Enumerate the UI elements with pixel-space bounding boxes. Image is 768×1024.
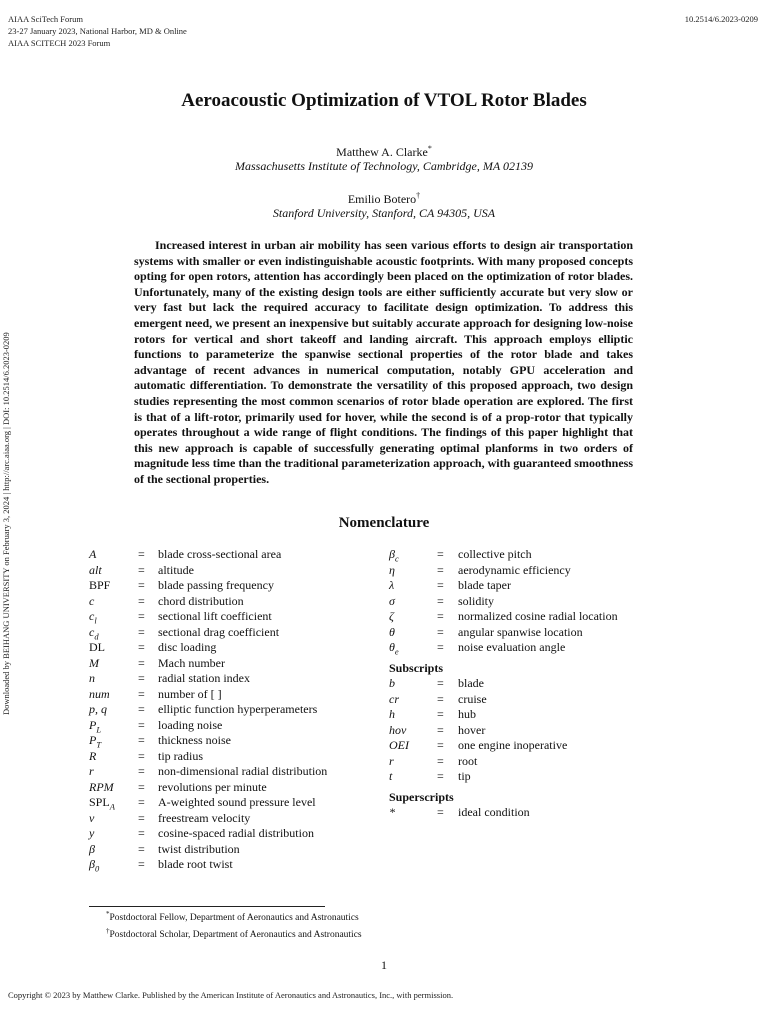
nomenclature-row xyxy=(89,811,379,827)
nomenclature-symbol xyxy=(89,578,110,594)
symbol-base: ζ xyxy=(389,609,394,623)
symbol-base: p, q xyxy=(89,702,107,716)
nomenclature-definition: cruise xyxy=(458,691,487,706)
nomenclature-row xyxy=(389,738,689,754)
nomenclature-equals: = xyxy=(437,722,444,737)
subscripts-heading: Subscripts xyxy=(389,660,444,675)
nomenclature-row xyxy=(89,718,379,734)
nomenclature-left-column xyxy=(89,547,379,873)
symbol-base: r xyxy=(389,753,394,768)
nomenclature-symbol xyxy=(389,578,394,594)
nomenclature-symbol xyxy=(389,692,399,708)
nomenclature-row xyxy=(89,609,379,625)
nomenclature-symbol xyxy=(89,563,102,579)
nomenclature-equals: = xyxy=(437,753,444,768)
nomenclature-definition: normalized cosine radial location xyxy=(458,609,618,623)
nomenclature-symbol xyxy=(89,811,94,827)
symbol-base: SPL xyxy=(89,795,110,809)
nomenclature-definition: ideal condition xyxy=(458,805,530,819)
footnote-text: Postdoctoral Scholar, Department of Aeronautics and Astronautics xyxy=(109,929,362,940)
symbol-base: hov xyxy=(389,722,407,737)
symbol-subscript: A xyxy=(109,801,115,812)
nomenclature-definition: thickness noise xyxy=(158,733,231,747)
symbol-base: P xyxy=(89,733,97,747)
nomenclature-definition: blade xyxy=(458,676,484,690)
nomenclature-row xyxy=(89,733,379,749)
nomenclature-symbol xyxy=(389,738,409,754)
nomenclature-equals: = xyxy=(437,691,444,706)
author-2 xyxy=(0,191,768,207)
affiliation-2: Stanford University, Stanford, CA 94305, USA xyxy=(272,206,496,220)
nomenclature-equals: = xyxy=(138,717,145,732)
author-mark: † xyxy=(416,191,421,200)
nomenclature-definition: A-weighted sound pressure level xyxy=(158,795,316,809)
symbol-base: P xyxy=(89,717,97,732)
nomenclature-symbol xyxy=(89,702,107,718)
nomenclature-symbol xyxy=(89,547,96,563)
nomenclature-row xyxy=(389,805,689,821)
nomenclature-row xyxy=(89,563,379,579)
symbol-base: β xyxy=(89,857,95,871)
symbol-base: t xyxy=(389,769,393,783)
nomenclature-symbol xyxy=(89,842,95,858)
nomenclature-row xyxy=(89,625,379,641)
nomenclature-definition: hub xyxy=(458,707,476,721)
symbol-base: θ xyxy=(389,624,395,639)
nomenclature-definition: noise evaluation angle xyxy=(458,640,566,654)
nomenclature-row xyxy=(89,656,379,672)
nomenclature-definition: radial station index xyxy=(158,671,250,685)
footnote-1 xyxy=(106,908,362,925)
nomenclature-definition: disc loading xyxy=(158,640,217,654)
copyright-notice: Copyright © 2023 by Matthew Clarke. Published by the American Institute of Aeronautics and Astronautics, Inc., with permission. xyxy=(8,990,454,1000)
nomenclature-definition: chord distribution xyxy=(158,593,244,608)
nomenclature-equals: = xyxy=(138,671,145,685)
nomenclature-symbol xyxy=(389,676,395,692)
nomenclature-row xyxy=(389,609,689,625)
symbol-base: R xyxy=(89,748,97,763)
nomenclature-equals: = xyxy=(437,547,444,561)
symbol-base: c xyxy=(89,609,95,623)
nomenclature-definition: hover xyxy=(458,722,486,737)
nomenclature-row xyxy=(389,640,689,656)
footnotes xyxy=(106,908,362,941)
nomenclature-symbol xyxy=(389,640,399,660)
nomenclature-row xyxy=(389,723,689,739)
nomenclature-equals: = xyxy=(437,676,444,690)
nomenclature-equals: = xyxy=(437,562,444,577)
abstract: Increased interest in urban air mobility has seen various efforts to design air transportation systems with smaller or even indistinguishable acoustic footprints. With many proposed concepts opting for open rotors, attention has accordingly been placed on the optimization of rotor blades. Unfortunately, many of the existing design tools are either sufficiently accurate but very slow or very fast but lack the required accuracy to facilitate design optimization. To address this emergent need, we present an inexpensive but suitably accurate approach for designing low-noise rotors for vertical and short takeoff and landing aircraft. This approach employs elliptic functions to parameterize the spanwise sectional properties of the rotor blade and takes advantage of recent advances in numerical computation, notably GPU acceleration and automatic differentiation. To demonstrate the versatility of this proposed approach, two design studies representing the most common scenarios of rotor blade operation are explored. The first is that of a lift-rotor, primarily used for hover, while the second is of a prop-rotor that typically operates throughout a wide range of flight conditions. The findings of this paper highlight that this new approach is capable of successfully generating optimal planforms in two orders of magnitude less time than the traditional parameterization approach, with guaranteed smoothness of the sectional properties. xyxy=(134,238,633,486)
nomenclature-equals: = xyxy=(437,593,444,608)
nomenclature-symbol xyxy=(389,769,392,785)
nomenclature-row xyxy=(89,764,379,780)
symbol-base: * xyxy=(389,805,395,819)
nomenclature-symbol xyxy=(389,594,395,610)
nomenclature-equals: = xyxy=(437,738,444,752)
nomenclature-row xyxy=(389,625,689,641)
nomenclature-symbol xyxy=(389,707,395,723)
nomenclature-symbol xyxy=(89,764,94,780)
nomenclature-row xyxy=(389,692,689,708)
nomenclature-equals: = xyxy=(138,841,145,856)
symbol-subscript: 0 xyxy=(94,863,100,874)
nomenclature-equals: = xyxy=(138,578,145,592)
download-watermark: Downloaded by BEIHANG UNIVERSITY on February 3, 2024 | http://arc.aiaa.org | DOI: 10.2514/6.2023-0209 xyxy=(1,332,11,715)
nomenclature-symbol xyxy=(389,625,395,641)
symbol-base: λ xyxy=(389,578,395,592)
symbol-subscript: e xyxy=(394,646,399,657)
symbol-base: RPM xyxy=(89,779,114,794)
nomenclature-definition: tip radius xyxy=(158,748,203,763)
nomenclature-equals: = xyxy=(437,805,444,819)
symbol-subscript: T xyxy=(96,739,102,750)
nomenclature-definition: number of [ ] xyxy=(158,686,222,701)
nomenclature-symbol xyxy=(89,594,94,610)
nomenclature-symbol xyxy=(389,805,395,821)
nomenclature-row xyxy=(389,563,689,579)
symbol-base: alt xyxy=(89,562,102,577)
nomenclature-definition: loading noise xyxy=(158,717,223,732)
nomenclature-definition: collective pitch xyxy=(458,547,532,561)
author-name: Matthew A. Clarke xyxy=(336,145,428,159)
nomenclature-definition: angular spanwise location xyxy=(458,624,583,639)
conference-series: AIAA SCITECH 2023 Forum xyxy=(8,38,111,48)
nomenclature-row xyxy=(89,640,379,656)
nomenclature-row xyxy=(89,671,379,687)
affiliation-1: Massachusetts Institute of Technology, Cambridge, MA 02139 xyxy=(235,159,533,173)
symbol-subscript: c xyxy=(394,553,399,564)
nomenclature-symbol xyxy=(389,563,395,579)
nomenclature-row xyxy=(389,754,689,770)
symbol-base: BPF xyxy=(89,578,111,592)
nomenclature-equals: = xyxy=(138,609,145,623)
nomenclature-definition: altitude xyxy=(158,562,194,577)
nomenclature-row xyxy=(89,749,379,765)
nomenclature-row xyxy=(89,547,379,563)
nomenclature-definition: sectional lift coefficient xyxy=(158,609,272,623)
symbol-base: OEI xyxy=(389,738,409,752)
footnote-mark: † xyxy=(106,926,110,935)
symbol-base: v xyxy=(89,810,95,825)
footnote-rule xyxy=(89,906,325,907)
nomenclature-row xyxy=(389,578,689,594)
nomenclature-symbol xyxy=(389,754,394,770)
symbol-base: n xyxy=(89,671,95,685)
symbol-base: num xyxy=(89,686,110,701)
nomenclature-definition: non-dimensional radial distribution xyxy=(158,764,328,778)
nomenclature-equals: = xyxy=(138,624,145,639)
author-1 xyxy=(0,144,768,160)
symbol-base: β xyxy=(389,547,395,561)
nomenclature-symbol xyxy=(389,609,394,625)
symbol-base: r xyxy=(89,764,94,778)
nomenclature-equals: = xyxy=(138,562,145,577)
symbol-base: b xyxy=(389,676,395,690)
nomenclature-row xyxy=(389,676,689,692)
symbol-base: c xyxy=(89,624,95,639)
nomenclature-equals: = xyxy=(138,655,145,670)
symbol-base: A xyxy=(89,547,97,561)
symbol-base: cr xyxy=(389,691,399,706)
nomenclature-definition: revolutions per minute xyxy=(158,779,267,794)
symbol-base: M xyxy=(89,655,99,670)
nomenclature-definition: aerodynamic efficiency xyxy=(458,562,571,577)
nomenclature-row xyxy=(89,842,379,858)
nomenclature-row xyxy=(389,769,689,785)
footnote-mark: * xyxy=(106,910,110,918)
nomenclature-definition: one engine inoperative xyxy=(458,738,568,752)
nomenclature-row xyxy=(89,857,379,873)
nomenclature-equals: = xyxy=(138,810,145,825)
author-name: Emilio Botero xyxy=(347,192,417,206)
nomenclature-equals: = xyxy=(138,748,145,763)
symbol-base: η xyxy=(389,562,395,577)
nomenclature-symbol xyxy=(389,723,406,739)
nomenclature-definition: solidity xyxy=(458,593,495,608)
nomenclature-symbol xyxy=(89,826,94,842)
nomenclature-equals: = xyxy=(138,547,145,561)
footnote-2 xyxy=(106,925,362,942)
nomenclature-equals: = xyxy=(437,624,444,639)
nomenclature-equals: = xyxy=(437,578,444,592)
nomenclature-row xyxy=(89,780,379,796)
nomenclature-definition: blade passing frequency xyxy=(158,578,274,592)
symbol-subscript: d xyxy=(94,630,99,641)
footnote-text: Postdoctoral Fellow, Department of Aeronautics and Astronautics xyxy=(109,913,359,924)
nomenclature-equals: = xyxy=(138,733,145,747)
nomenclature-definition: freestream velocity xyxy=(158,810,251,825)
nomenclature-definition: cosine-spaced radial distribution xyxy=(158,826,314,840)
nomenclature-definition: root xyxy=(458,753,478,768)
author-mark: * xyxy=(427,144,432,153)
nomenclature-equals: = xyxy=(138,826,145,840)
symbol-subscript: L xyxy=(96,723,102,734)
nomenclature-row xyxy=(89,795,379,811)
nomenclature-symbol xyxy=(89,671,95,687)
nomenclature-symbol xyxy=(89,656,99,672)
nomenclature-definition: sectional drag coefficient xyxy=(158,624,280,639)
nomenclature-equals: = xyxy=(138,764,145,778)
symbol-base: β xyxy=(89,841,95,856)
nomenclature-definition: elliptic function hyperperameters xyxy=(158,702,318,716)
nomenclature-equals: = xyxy=(138,593,145,608)
nomenclature-symbol xyxy=(89,640,105,656)
nomenclature-definition: tip xyxy=(458,769,471,783)
nomenclature-row xyxy=(89,687,379,703)
nomenclature-symbol xyxy=(89,857,99,877)
nomenclature-equals: = xyxy=(138,702,145,716)
conference-name: AIAA SciTech Forum xyxy=(8,14,83,24)
nomenclature-equals: = xyxy=(138,686,145,701)
nomenclature-row xyxy=(89,702,379,718)
conference-dates: 23-27 January 2023, National Harbor, MD & Online xyxy=(8,26,187,36)
nomenclature-equals: = xyxy=(138,640,145,654)
nomenclature-equals: = xyxy=(437,707,444,721)
symbol-base: θ xyxy=(389,640,395,654)
nomenclature-heading: Nomenclature xyxy=(338,515,430,531)
nomenclature-symbol xyxy=(89,749,96,765)
nomenclature-equals: = xyxy=(437,769,444,783)
nomenclature-equals: = xyxy=(138,795,145,809)
nomenclature-definition: twist distribution xyxy=(158,841,240,856)
conference-header xyxy=(8,13,187,49)
nomenclature-definition: Mach number xyxy=(158,655,225,670)
symbol-base: h xyxy=(389,707,395,721)
symbol-base: σ xyxy=(389,593,395,608)
superscripts-heading: Superscripts xyxy=(389,789,454,804)
nomenclature-row xyxy=(389,547,689,563)
nomenclature-symbol xyxy=(89,780,114,796)
nomenclature-equals: = xyxy=(138,857,145,871)
nomenclature-equals: = xyxy=(437,609,444,623)
nomenclature-definition: blade cross-sectional area xyxy=(158,547,282,561)
nomenclature-row xyxy=(389,707,689,723)
nomenclature-equals: = xyxy=(437,640,444,654)
symbol-base: c xyxy=(89,593,95,608)
symbol-base: DL xyxy=(89,640,105,654)
page-number: 1 xyxy=(381,958,387,972)
nomenclature-row xyxy=(89,578,379,594)
symbol-base: y xyxy=(89,826,95,840)
nomenclature-right-column xyxy=(389,547,689,821)
nomenclature-definition: blade taper xyxy=(458,578,511,592)
nomenclature-symbol xyxy=(89,687,110,703)
doi-link[interactable]: 10.2514/6.2023-0209 xyxy=(684,14,758,24)
nomenclature-definition: blade root twist xyxy=(158,857,233,871)
nomenclature-row xyxy=(89,594,379,610)
symbol-subscript: l xyxy=(94,615,97,626)
nomenclature-row xyxy=(389,594,689,610)
nomenclature-row xyxy=(89,826,379,842)
paper-title: Aeroacoustic Optimization of VTOL Rotor Blades xyxy=(181,90,587,111)
nomenclature-equals: = xyxy=(138,779,145,794)
